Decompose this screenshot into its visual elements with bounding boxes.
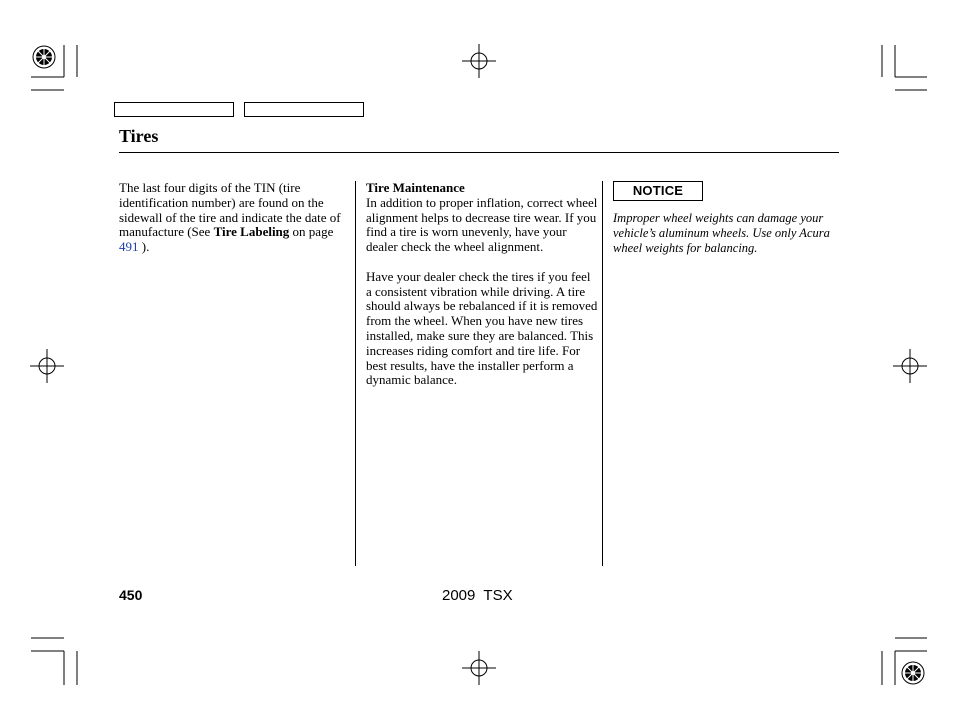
column-divider	[602, 181, 603, 566]
tin-text-end: ).	[138, 239, 150, 255]
column-1	[119, 181, 343, 255]
balance-paragraph: Have your dealer check the tires if you feel a consistent vibration while driving. A tire should always be rebalanced if it is removed from the wheel. When you have new tires installed, make sure they are balanced. This increases riding comfort and tire life. For best results, have the installer perform a dynamic balance.	[366, 268, 598, 388]
tin-text-mid: on page	[289, 224, 334, 240]
nav-tab-box-1[interactable]	[114, 102, 234, 117]
notice-label: NOTICE	[613, 181, 703, 201]
column-divider	[355, 181, 356, 566]
page-link[interactable]: 491	[119, 239, 139, 255]
section-heading: Tire Maintenance	[366, 180, 465, 195]
notice-text: Improper wheel weights can damage your vehicle’s aluminum wheels. Use only Acura wheel weights for balancing.	[613, 211, 830, 255]
footer-model: 2009 TSX	[442, 587, 513, 604]
page-number: 450	[119, 587, 143, 603]
title-rule	[119, 152, 839, 153]
tin-paragraph	[119, 181, 343, 255]
alignment-paragraph: In addition to proper inflation, correct wheel alignment helps to decrease tire wear. If you find a tire is worn unevenly, have your dealer check the wheel alignment.	[366, 194, 598, 255]
nav-tab-box-2[interactable]	[244, 102, 364, 117]
page-title: Tires	[119, 126, 159, 146]
cross-reference: Tire Labeling	[213, 224, 290, 240]
tin-text: The last four digits of the TIN (tire identification number) are found on the sidewall of the tire and indicate the date of manufacture (See	[119, 180, 341, 240]
column-2	[366, 181, 598, 388]
